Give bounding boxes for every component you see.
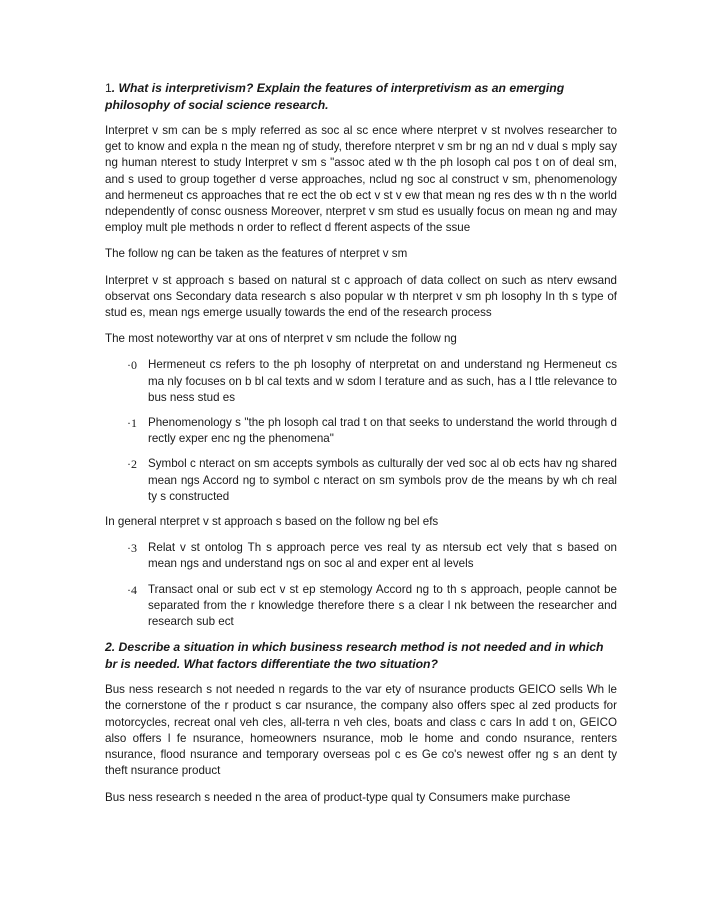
list-item (105, 357, 617, 406)
variations-list (105, 357, 617, 505)
document-page (105, 80, 617, 816)
list-marker: ·3 (127, 541, 137, 556)
q1-paragraph-variations-intro: The most noteworthy var at ons of nterpret v sm nclude the follow ng (105, 332, 457, 346)
q2-paragraph-needed: Bus ness research s needed n the area of product-type qual ty Consumers make purchase (105, 790, 571, 804)
list-item (105, 415, 617, 447)
list-item-text: Symbol c nteract on sm accepts symbols as culturally der ved soc al ob ects hav ng shared mean ngs Accord ng to symbol c nteract on sm symbols prov de the means by wh ch real ty s constructed (148, 457, 617, 503)
q1-paragraph-beliefs-intro: In general nterpret v st approach s based on the follow ng bel efs (105, 515, 439, 529)
q1-paragraph-features-intro: The follow ng can be taken as the features of nterpret v sm (105, 247, 408, 261)
list-marker: ·4 (127, 582, 137, 597)
list-item (105, 540, 617, 572)
list-item (105, 456, 617, 505)
q1-paragraph-definition: Interpret v sm can be s mply referred as soc al sc ence where nterpret v st nvolves researcher to get to know and expla n the mean ng of study, therefore nterpret v sm br ng an nd v dual s mply say ng human nterest to study Interpret v sm s "assoc ated w th the ph losoph cal pos t on of deal sm, and s used to group together d verse approaches, nclud ng soc al construct v sm, phenomenology and hermeneut cs approaches that re ect the ob ect v st v ew that mean ng res des w th n the world ndependently of consc ousness Moreover, nterpret v sm stud es usually focus on mean ng and may employ mult ple methods n order to reflect d fferent aspects of the ssue (105, 124, 617, 235)
question-1-heading (105, 80, 617, 114)
q1-paragraph-approach: Interpret v st approach s based on natural st c approach of data collect on such as nterv ewsand observat ons Secondary data research s also popular w th nterpret v sm ph losophy In th s type of stud es, mean ngs emerge usually towards the end of the research process (105, 273, 617, 320)
beliefs-list (105, 540, 617, 630)
list-item-text: Phenomenology s "the ph losoph cal trad t on that seeks to understand the world through d rectly exper enc ng the phenomena" (148, 416, 617, 446)
list-item-text: Relat v st ontolog Th s approach perce ves real ty as ntersub ect vely that s based on mean ngs and understand ngs on soc al and exper ent al levels (148, 541, 617, 571)
list-item (105, 582, 617, 631)
list-marker: ·1 (127, 416, 137, 431)
question-1-heading-text: . What is interpretivism? Explain the features of interpretivism as an emerging philosophy of social science research. (105, 81, 565, 112)
list-item-text: Hermeneut cs refers to the ph losophy of nterpretat on and understand ng Hermeneut cs ma nly focuses on b bl cal texts and w sdom l terature and as such, has a l ttle relevance to bus ness stud es (148, 358, 617, 404)
question-1-number: 1 (105, 81, 112, 95)
question-2-heading: 2. Describe a situation in which business research method is not needed and in which br is needed. What factors differentiate the two situation? (105, 640, 604, 672)
list-marker: ·2 (127, 457, 137, 472)
q2-paragraph-not-needed: Bus ness research s not needed n regards to the var ety of nsurance products GEICO sells Wh le the cornerstone of the r product s car nsurance, the company also offers spec al zed products for motorcycles, recreat onal veh cles, all-terra n veh cles, boats and class c cars In add t on, GEICO also offers l fe nsurance, homeowners nsurance, mob le home and condo nsurance, renters nsurance, flood nsurance and temporary overseas pol c es Ge co's newest offer ng s an dent ty theft nsurance product (105, 683, 617, 778)
list-item-text: Transact onal or sub ect v st ep stemology Accord ng to th s approach, people cannot be separated from the r knowledge therefore there s a clear l nk between the researcher and research sub ect (148, 582, 617, 629)
list-marker: ·0 (127, 358, 137, 373)
